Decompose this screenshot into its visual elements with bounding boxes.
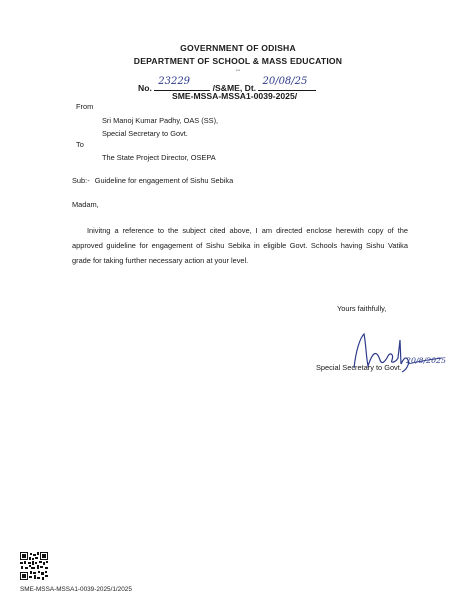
ref-date-blank: [258, 76, 316, 91]
sender-name: Sri Manoj Kumar Padhy, OAS (SS),: [102, 116, 219, 125]
to-label: To: [76, 140, 84, 149]
heading-asterisks: ***: [235, 69, 241, 73]
govt-heading: GOVERNMENT OF ODISHA: [180, 43, 296, 53]
ref-dept-code: /S&ME, Dt.: [212, 83, 257, 93]
subject-text: Guideline for engagement of Sishu Sebika: [94, 176, 234, 185]
ref-no-blank: [154, 76, 210, 91]
file-number: SME-MSSA-MSSA1-0039-2025/: [172, 91, 298, 101]
footer-reference: SME-MSSA-MSSA1-0039-2025/1/2025: [20, 586, 132, 593]
subject-label: Sub:-: [72, 176, 90, 185]
ref-no-handwritten: 23229: [158, 76, 191, 87]
department-heading: DEPARTMENT OF SCHOOL & MASS EDUCATION: [133, 56, 343, 66]
recipient: The State Project Director, OSEPA: [102, 153, 216, 162]
signature-date: 20/8/2025: [406, 356, 446, 365]
qr-code: [20, 552, 48, 580]
subject-line: [72, 176, 233, 185]
body-paragraph: Inivitng a reference to the subject cited above, I am directed enclose herewith copy of the approved guideline for engagement of Sishu Sebika in eligible Govt. Schools having Sishu Vatika grade for taking further necessary action at your level.: [72, 226, 408, 266]
from-label: From: [76, 102, 94, 111]
signatory-designation: Special Secretary to Govt.: [316, 363, 402, 372]
ref-no-label: No.: [138, 83, 152, 93]
ref-date-handwritten: 20/08/25: [262, 76, 308, 87]
closing: Yours faithfully,: [337, 304, 387, 313]
salutation: Madam,: [72, 200, 99, 209]
sender-designation: Special Secretary to Govt.: [102, 129, 188, 138]
